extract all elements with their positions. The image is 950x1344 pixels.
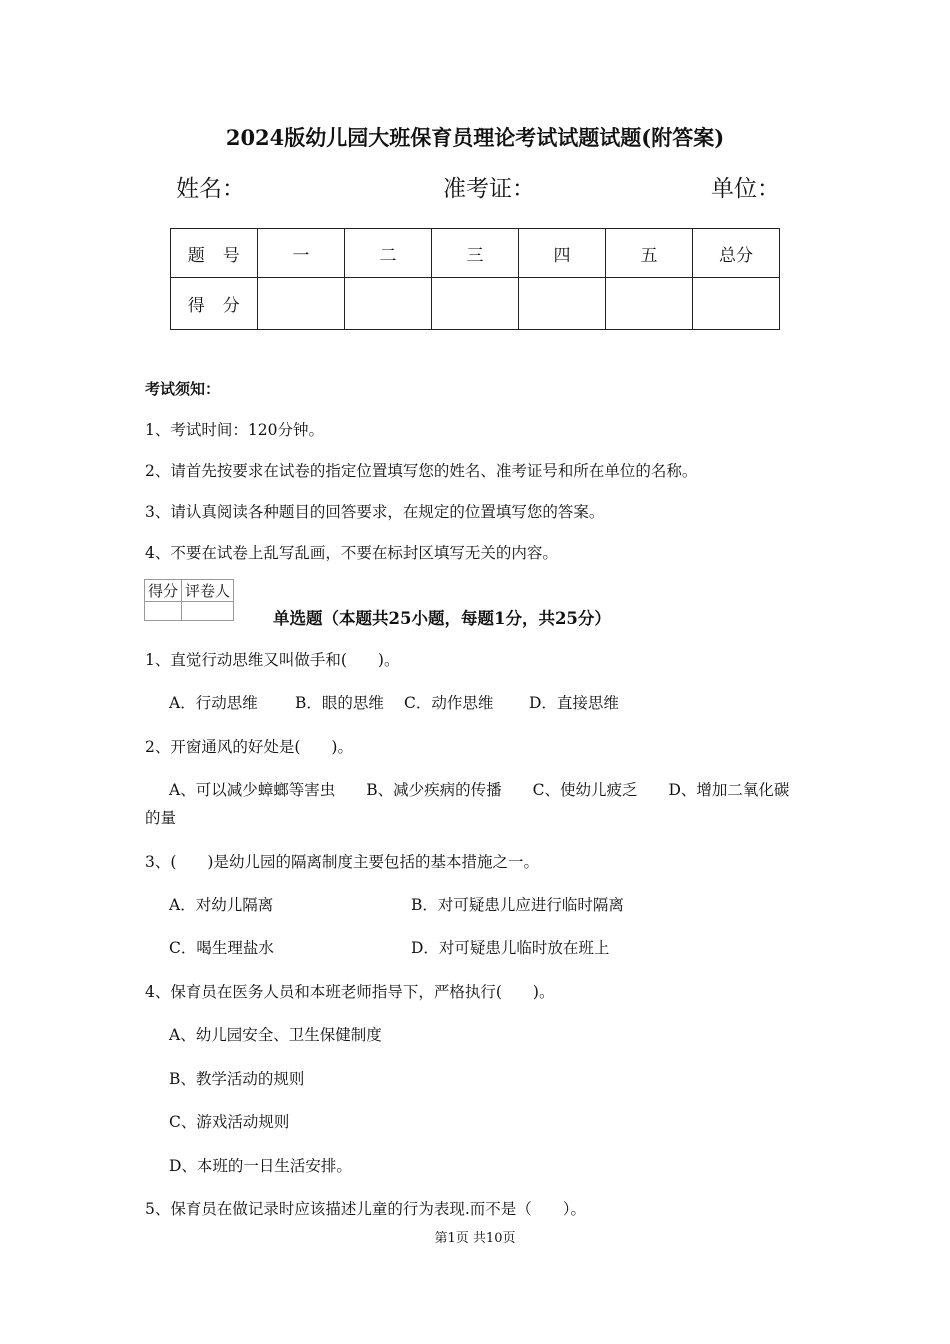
notice-item: 2、请首先按要求在试卷的指定位置填写您的姓名、准考证号和所在单位的名称。: [145, 462, 698, 480]
option-b[interactable]: B、教学活动的规则: [169, 1070, 305, 1088]
grader-score-blank[interactable]: [145, 602, 182, 621]
notice-title: 考试须知：: [145, 380, 221, 398]
option-a[interactable]: A、幼儿园安全、卫生保健制度: [169, 1026, 382, 1044]
grader-score-label: 得分: [145, 580, 182, 602]
score-table-cell-1: 一: [258, 229, 345, 278]
options-line[interactable]: A、可以减少蟑螂等害虫 B、减少疾病的传播 C、使幼儿疲乏 D、增加二氧化碳: [169, 781, 790, 799]
option-a[interactable]: A．行动思维: [169, 694, 258, 712]
score-table-header-row: [171, 229, 780, 278]
option-b[interactable]: B．对可疑患儿应进行临时隔离: [411, 896, 624, 914]
score-table-cell-total: 总分: [693, 229, 780, 278]
notice-item: 4、不要在试卷上乱写乱画，不要在标封区填写无关的内容。: [145, 544, 558, 562]
score-blank-total[interactable]: [693, 278, 780, 330]
name-field-label: 姓名：: [176, 176, 245, 202]
document-title: 2024版幼儿园大班保育员理论考试试题试题(附答案): [225, 125, 725, 150]
section-title: 单选题（本题共25小题，每题1分，共25分）: [273, 609, 611, 628]
question-stem: 5、保育员在做记录时应该描述儿童的行为表现.而不是（ ）。: [145, 1200, 587, 1218]
score-blank-2[interactable]: [345, 278, 432, 330]
option-a[interactable]: A．对幼儿隔离: [169, 896, 274, 914]
score-table-score-row: [171, 278, 780, 330]
score-table: [170, 228, 780, 330]
option-c[interactable]: C、游戏活动规则: [169, 1113, 290, 1131]
option-c[interactable]: C．动作思维: [404, 694, 494, 712]
unit-field-label: 单位：: [711, 176, 780, 202]
option-c[interactable]: C．喝生理盐水: [169, 939, 274, 957]
notice-item: 1、考试时间：120分钟。: [145, 421, 324, 439]
score-blank-5[interactable]: [606, 278, 693, 330]
score-blank-3[interactable]: [432, 278, 519, 330]
option-d[interactable]: D．直接思维: [529, 694, 619, 712]
question-stem: 1、直觉行动思维又叫做手和( )。: [145, 651, 400, 669]
notice-item: 3、请认真阅读各种题目的回答要求，在规定的位置填写您的答案。: [145, 503, 605, 521]
question-stem: 4、保育员在医务人员和本班老师指导下，严格执行( )。: [145, 983, 555, 1001]
score-table-cell-5: 五: [606, 229, 693, 278]
score-table-cell-label: 题 号: [171, 229, 258, 278]
exam-id-field-label: 准考证：: [443, 176, 535, 202]
score-blank-1[interactable]: [258, 278, 345, 330]
grader-box: [144, 579, 234, 621]
grader-name-label: 评卷人: [182, 580, 234, 602]
score-table-cell-2: 二: [345, 229, 432, 278]
score-table-cell-3: 三: [432, 229, 519, 278]
option-d[interactable]: D．对可疑患儿临时放在班上: [411, 939, 610, 957]
score-table-cell-4: 四: [519, 229, 606, 278]
grader-name-blank[interactable]: [182, 602, 234, 621]
option-d[interactable]: D、本班的一日生活安排。: [169, 1157, 352, 1175]
page-footer: 第1页 共10页: [434, 1231, 516, 1246]
score-blank-4[interactable]: [519, 278, 606, 330]
score-row-label: 得 分: [171, 278, 258, 330]
question-stem: 2、开窗通风的好处是( )。: [145, 738, 353, 756]
options-line-wrap: 的量: [145, 809, 177, 827]
question-stem: 3、( )是幼儿园的隔离制度主要包括的基本措施之一。: [145, 853, 539, 871]
option-b[interactable]: B．眼的思维: [295, 694, 384, 712]
